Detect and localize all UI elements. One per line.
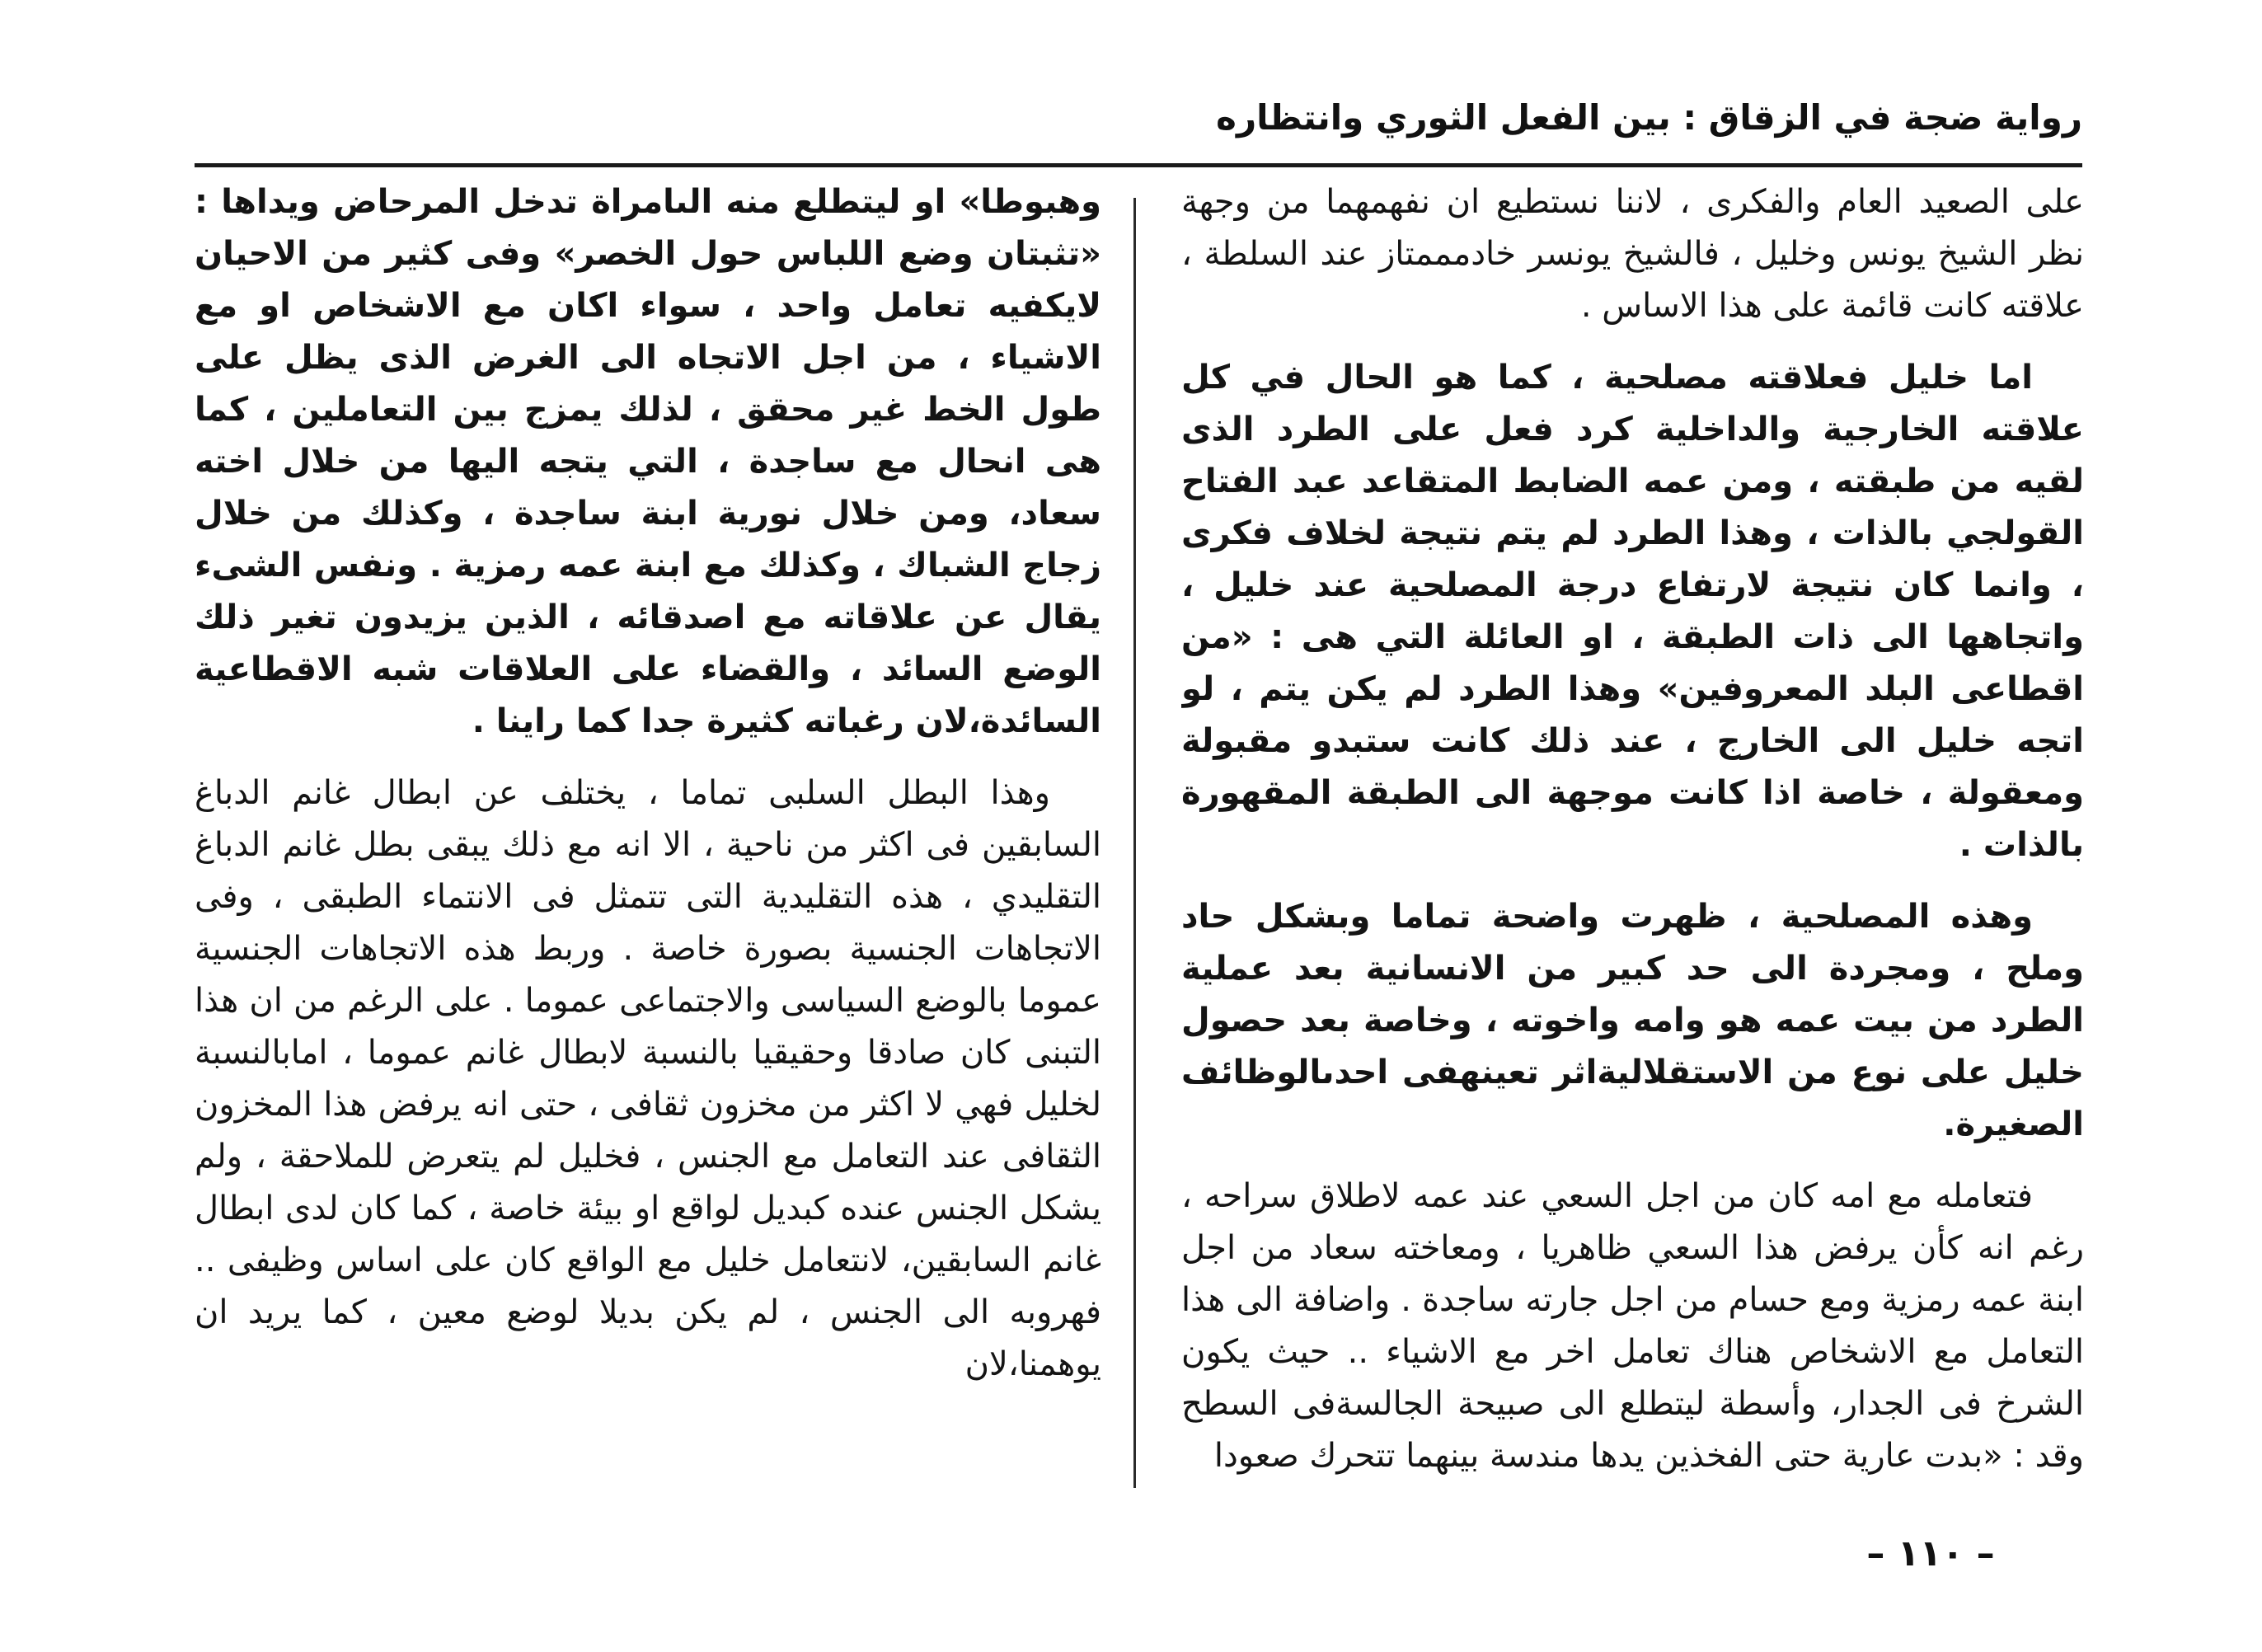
column-divider-rule: [1133, 198, 1136, 1488]
right-paragraph-3: وهذه المصلحية ، ظهرت واضحة تماما وبشكل حاد وملح ، ومجردة الى حد كبير من الانسانية بعد عملية الطرد من بيت عمه هو وامه واخوته ، وخاصة بعد حصول خليل على نوع من الاستقلاليةاثر تعينهفى احدىالوظائف الصغيرة.: [1181, 898, 2084, 1143]
right-paragraph-4: فتعامله مع امه كان من اجل السعي عند عمه لاطلاق سراحه ، رغم انه كأن يرفض هذا السعي ظاهريا ، ومعاخته سعاد من اجل ابنة عمه رمزية ومع حسام من اجل جارته ساجدة . واضافة الى هذا التعامل مع الاشخاص هناك تعامل اخر مع الاشياء .. حيث يكون الشرخ فى الجدار، وأسطة ليتطلع الى صبيحة الجالسةفى السطح وقد : «بدت عارية حتى الفخذين يدها مندسة بينهما تتحرك صعودا: [1181, 1177, 2084, 1475]
paragraph-spacer: [1181, 332, 2084, 352]
left-paragraph-2: وهذا البطل السلبى تماما ، يختلف عن ابطال غانم الدباغ السابقين فى اكثر من ناحية ، الا انه مع ذلك يبقى بطل غانم الدباغ التقليدي ، هذه التقليدية التى تتمثل فى الانتماء الطبقى ، وفى الاتجاهات الجنسية بصورة خاصة . وربط هذه الاتجاهات الجنسية عموما بالوضع السياسى والاجتماعى عموما . على الرغم من ان هذا التبنى كان صادقا وحقيقيا بالنسبة لابطال غانم عموما ، امابالنسبة لخليل فهي لا اكثر من مخزون ثقافى ، حتى انه يرفض هذا المخزون الثقافى عند التعامل مع الجنس ، فخليل لم يتعرض للملاحقة ، ولم يشكل الجنس عنده كبديل لواقع او بيئة خاصة ، كما كان لدى ابطال غانم السابقين، لانتعامل خليل مع الواقع كان على اساس وظيفى .. فهروبه الى الجنس ، لم يكن بديلا لوضع معين ، كما يريد ان يوهمنا،لان: [195, 774, 1101, 1383]
paragraph-spacer: [195, 748, 1101, 767]
header-divider-rule: [195, 163, 2082, 167]
left-text-column: [195, 176, 1101, 1495]
right-paragraph-2: اما خليل فعلاقته مصلحية ، كما هو الحال في كل علاقته الخارجية والداخلية كرد فعل على الطرد الذى لقيه من طبقته ، ومن عمه الضابط المتقاعد عبد الفتاح القولجي بالذات ، وهذا الطرد لم يتم نتيجة لخلاف فكرى ، وانما كان نتيجة لارتفاع درجة المصلحية عند خليل ، واتجاهها الى ذات الطبقة ، او العائلة التي هى : «من اقطاعى البلد المعروفين» وهذا الطرد لم يكن يتم ، لو اتجه خليل الى الخارج ، عند ذلك كانت ستبدو مقبولة ومعقولة ، خاصة اذا كانت موجهة الى الطبقة المقهورة بالذات .: [1181, 359, 2084, 864]
paragraph-spacer: [1181, 871, 2084, 891]
right-paragraph-1: على الصعيد العام والفكرى ، لاننا نستطيع ان نفهمهما من وجهة نظر الشيخ يونس وخليل ، فالشيخ يونسر خادمممتاز عند السلطة ، علاقته كانت قائمة على هذا الاساس .: [1181, 183, 2084, 325]
running-header-title: رواية ضجة في الزقاق : بين الفعل الثوري وانتظاره: [1216, 97, 2082, 138]
paragraph-spacer: [1181, 1151, 2084, 1171]
page-number: – ١١٠ –: [1866, 1532, 1995, 1575]
left-paragraph-1: وهبوطا» او ليتطلع منه الىامراة تدخل المرحاض ويداها : «تثبتان وضع اللباس حول الخصر» وفى كثير من الاحيان لايكفيه تعامل واحد ، سواء اكان مع الاشخاص او مع الاشياء ، من اجل الاتجاه الى الغرض الذى يظل على طول الخط غير محقق ، لذلك يمزج بين التعاملين ، كما هى انحال مع ساجدة ، التي يتجه اليها من خلال اخته سعاد، ومن خلال نورية ابنة ساجدة ، وكذلك من خلال زجاج الشباك ، وكذلك مع ابنة عمه رمزية . ونفس الشىء يقال عن علاقاته مع اصدقائه ، الذين يزيدون تغير ذلك الوضع السائد ، والقضاء على العلاقات شبه الاقطاعية السائدة،لان رغباته كثيرة جدا كما راينا .: [195, 183, 1101, 740]
right-text-column: [1181, 176, 2084, 1495]
